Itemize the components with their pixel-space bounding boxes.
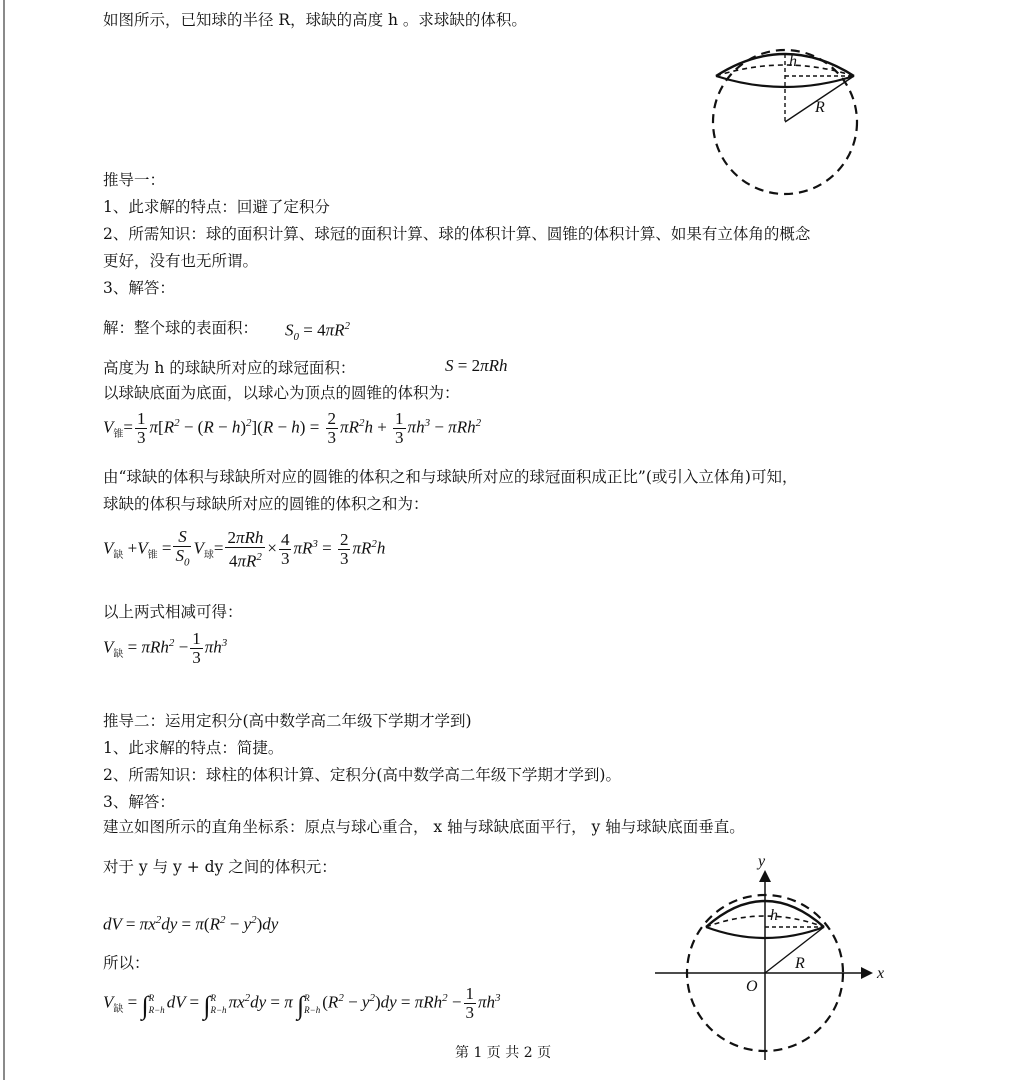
reason-line2: 球缺的体积与球缺所对应的圆锥的体积之和为：	[103, 495, 429, 513]
page-footer: 第 1 页 共 2 页	[455, 1045, 552, 1061]
figure2-R-label: R	[795, 955, 805, 972]
formula-cone-volume: $V_锥=$ $\frac{1}{3}$ $\pi[R^2 - (R - h)^2](R - h)$ = $\frac{2}{3}$ $\pi R^2h$ + $\frac{1}{3}$ $\pi h^3 - \pi Rh^2$	[103, 409, 482, 447]
sphere-area-label: 解：整个球的表面积：	[103, 319, 259, 337]
formula-sphere-area: $S_0 = 4\pi R^2$	[285, 320, 350, 344]
derivation1-item2-line1: 2、所需知识：球的面积计算、球冠的面积计算、球的体积计算、圆锥的体积计算、如果有立体角的概念	[103, 225, 811, 243]
derivation2-setup: 建立如图所示的直角坐标系：原点与球心重合， x 轴与球缺底面平行， y 轴与球缺底面垂直。	[103, 818, 745, 836]
reason-line1: 由“球缺的体积与球缺所对应的圆锥的体积之和与球缺所对应的球冠面积成正比”(或引入立体角)可知，	[103, 468, 798, 486]
cone-volume-label: 以球缺底面为底面，以球心为顶点的圆锥的体积为：	[103, 384, 460, 402]
volume-element-label: 对于 y 与 y + dy 之间的体积元：	[103, 858, 337, 876]
page-edge	[3, 0, 5, 1080]
derivation1-item1: 1、此求解的特点：回避了定积分	[103, 198, 330, 216]
figure2-origin-label: O	[746, 978, 758, 995]
derivation1-item3: 3、解答：	[103, 279, 175, 297]
figure2-h-label: h	[770, 907, 778, 924]
problem-statement: 如图所示，已知球的半径 R，球缺的高度 h 。求球缺的体积。	[103, 11, 527, 29]
derivation2-heading: 推导二：运用定积分(高中数学高二年级下学期才学到)	[103, 712, 472, 730]
formula-cap-volume-1: $V_缺 = \pi Rh^2$ − $\frac{1}{3}$ $\pi h^3$	[103, 629, 228, 667]
subtract-label: 以上两式相减可得：	[103, 603, 243, 621]
figure-sphere-cap	[700, 40, 870, 200]
figure-coordinate-sphere	[655, 855, 885, 1065]
derivation2-item1: 1、此求解的特点：简捷。	[103, 739, 284, 757]
cap-area-label: 高度为 h 的球缺所对应的球冠面积：	[103, 359, 356, 377]
derivation1-item2-line2: 更好，没有也无所谓。	[103, 252, 259, 270]
figure1-h-label: h	[789, 53, 797, 70]
derivation1-heading: 推导一：	[103, 171, 166, 189]
derivation2-item3: 3、解答：	[103, 793, 175, 811]
formula-integral-volume: $V_缺$ = ∫ R R−h dV = ∫ R R−h $\pi x^2dy = \pi$ ∫ R R−h $(R^2 - y^2)dy = \pi Rh^2$ − $\frac{1}{3}$ $\pi h^3$	[103, 984, 501, 1022]
therefore-label: 所以：	[103, 954, 150, 972]
formula-sum-volumes: $V_缺 +V_锥$ = $\frac{S}{S_0}$ $V_球=$ $\frac{\text{2πRh}}{4\pi R^2}$ × $\frac{4}{3}$ $\pi R^3$ = $\frac{2}{3}$ $\pi R^2h$	[103, 527, 386, 571]
figure2-x-label: x	[877, 965, 885, 982]
formula-cap-area: S = 2πRh	[445, 356, 508, 375]
figure1-R-label: R	[815, 99, 825, 116]
figure2-y-label: y	[758, 853, 766, 870]
formula-volume-element: dV = $\pi x^2dy = \pi(R^2 - y^2)dy$	[103, 914, 279, 934]
derivation2-item2: 2、所需知识：球柱的体积计算、定积分(高中数学高二年级下学期才学到)。	[103, 766, 621, 784]
